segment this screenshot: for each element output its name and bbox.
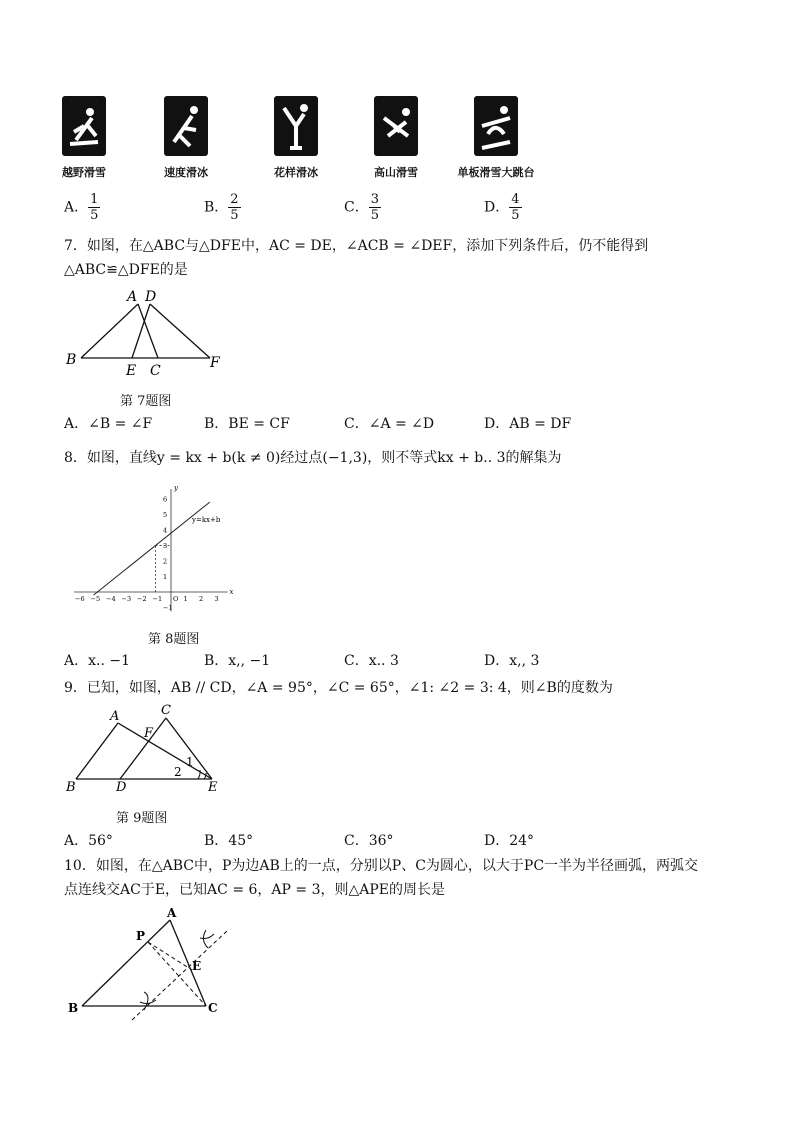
q7-label-f: F: [210, 355, 220, 371]
q6-option-a[interactable]: A． $\frac{1}{5}$: [64, 192, 99, 223]
q9-caption: 第 9题图: [116, 811, 168, 826]
q7-stem-line2: △ABC≌△DFE的是: [64, 262, 188, 278]
sport-label: 单板滑雪大跳台: [457, 166, 535, 179]
q7-option-b[interactable]: B．BE = CF: [204, 416, 290, 432]
q6-option-c[interactable]: C． $\frac{3}{5}$: [344, 192, 379, 223]
q10-label-c: C: [208, 1001, 218, 1015]
q9-option-d[interactable]: D．24°: [484, 833, 535, 849]
x-tick-label: −1: [152, 595, 163, 603]
q6-option-b[interactable]: B． $\frac{2}{5}$: [204, 192, 239, 223]
q10-label-b: B: [68, 1001, 79, 1015]
q7-option-c[interactable]: C．∠A = ∠D: [344, 416, 435, 432]
q7-label-c: C: [150, 363, 161, 379]
q9-label-f: F: [144, 726, 154, 741]
sport-snowboard: [448, 96, 544, 180]
q7-label-d: D: [145, 289, 157, 305]
q9-label-d: D: [116, 780, 127, 795]
q10-label-a: A: [167, 906, 177, 920]
sport-label: 越野滑雪: [62, 166, 106, 179]
y-tick-label: 4: [163, 526, 168, 535]
x-tick-label: 3: [214, 595, 219, 603]
fraction: $\frac{2}{5}$: [230, 192, 239, 223]
q9-label-2: 2: [174, 765, 182, 779]
sport-label: 速度滑冰: [164, 166, 208, 179]
y-axis-label: y: [174, 484, 178, 492]
x-tick-label: −5: [90, 595, 101, 603]
q8-graph: [68, 478, 248, 622]
q8-option-a[interactable]: A．x.. −1: [64, 653, 130, 669]
q10-stem-line2: 点连线交AC于E，已知AC = 6，AP = 3，则△APE的周长是: [64, 882, 445, 898]
figure-skating-icon: [274, 96, 318, 156]
q9-option-c[interactable]: C．36°: [344, 833, 394, 849]
q9-stem: 9．已知，如图，AB // CD，∠A = 95°，∠C = 65°，∠1: ∠2 = 3: 4，则∠B的度数为: [64, 680, 613, 696]
q8-option-d[interactable]: D．x,, 3: [484, 653, 540, 669]
q9-label-1: 1: [186, 755, 194, 769]
x-tick-label: −4: [106, 595, 116, 603]
y-tick-label: 1: [163, 573, 168, 581]
x-tick-label: −2: [137, 595, 147, 603]
x-tick-label: O: [173, 595, 179, 603]
q9-label-a: A: [110, 709, 120, 724]
fraction: $\frac{3}{5}$: [370, 192, 379, 223]
x-tick-label: 1: [183, 595, 188, 603]
q10-stem-line1: 10．如图，在△ABC中，P为边AB上的一点，分别以P、C为圆心，以大于PC一半为半径画弧，两弧交: [64, 858, 699, 874]
cross-country-skiing-icon: [62, 96, 106, 156]
q8-option-b[interactable]: B．x,, −1: [204, 653, 271, 669]
q7-label-b: B: [66, 352, 77, 368]
q8-caption: 第 8题图: [148, 632, 200, 647]
snowboard-big-air-icon: [474, 96, 518, 156]
q9-figure: [60, 700, 230, 800]
q7-stem-line1: 7．如图，在△ABC与△DFE中，AC = DE，∠ACB = ∠DEF，添加下列条件后，仍不能得到: [64, 238, 649, 254]
y-tick-label: 5: [163, 511, 168, 519]
q9-option-a[interactable]: A．56°: [64, 833, 113, 849]
fraction: $\frac{1}{5}$: [90, 192, 99, 223]
sport-label: 花样滑冰: [274, 166, 318, 179]
x-tick-label: −6: [75, 595, 85, 603]
fraction: $\frac{4}{5}$: [511, 192, 520, 223]
q10-label-p: P: [136, 929, 146, 943]
x-tick-label: 2: [199, 595, 204, 603]
y-tick-label: −1: [163, 604, 173, 612]
q9-option-b[interactable]: B．45°: [204, 833, 254, 849]
y-tick-label: 6: [163, 495, 168, 504]
speed-skating-icon: [164, 96, 208, 156]
q7-figure: [60, 284, 240, 384]
q7-label-a: A: [127, 289, 138, 305]
q7-label-e: E: [126, 363, 137, 379]
sport-cross-country: [50, 96, 118, 180]
q6-option-d[interactable]: D． $\frac{4}{5}$: [484, 192, 520, 223]
q8-stem: 8．如图，直线y = kx + b(k ≠ 0)经过点(−1,3)，则不等式kx + b.. 3的解集为: [64, 450, 562, 466]
q8-line-label: y=kx+b: [192, 516, 221, 524]
sport-label: 高山滑雪: [374, 166, 418, 179]
x-tick-label: −3: [121, 595, 132, 603]
q10-label-e: E: [192, 959, 202, 973]
q8-option-c[interactable]: C．x.. 3: [344, 653, 399, 669]
sport-speed-skating: [152, 96, 220, 180]
q9-label-c: C: [161, 703, 171, 718]
sport-alpine: [362, 96, 430, 180]
q9-label-e: E: [208, 780, 218, 795]
x-axis-label: x: [229, 588, 234, 596]
q10-figure: [60, 906, 240, 1026]
alpine-skiing-icon: [374, 96, 418, 156]
q7-option-a[interactable]: A．∠B = ∠F: [64, 416, 153, 432]
y-tick-label: 2: [163, 557, 168, 566]
q7-option-d[interactable]: D．AB = DF: [484, 416, 572, 432]
q7-caption: 第 7题图: [120, 394, 172, 409]
y-tick-label: 3: [163, 542, 168, 550]
sport-figure-skating: [262, 96, 330, 180]
q9-label-b: B: [66, 780, 76, 795]
